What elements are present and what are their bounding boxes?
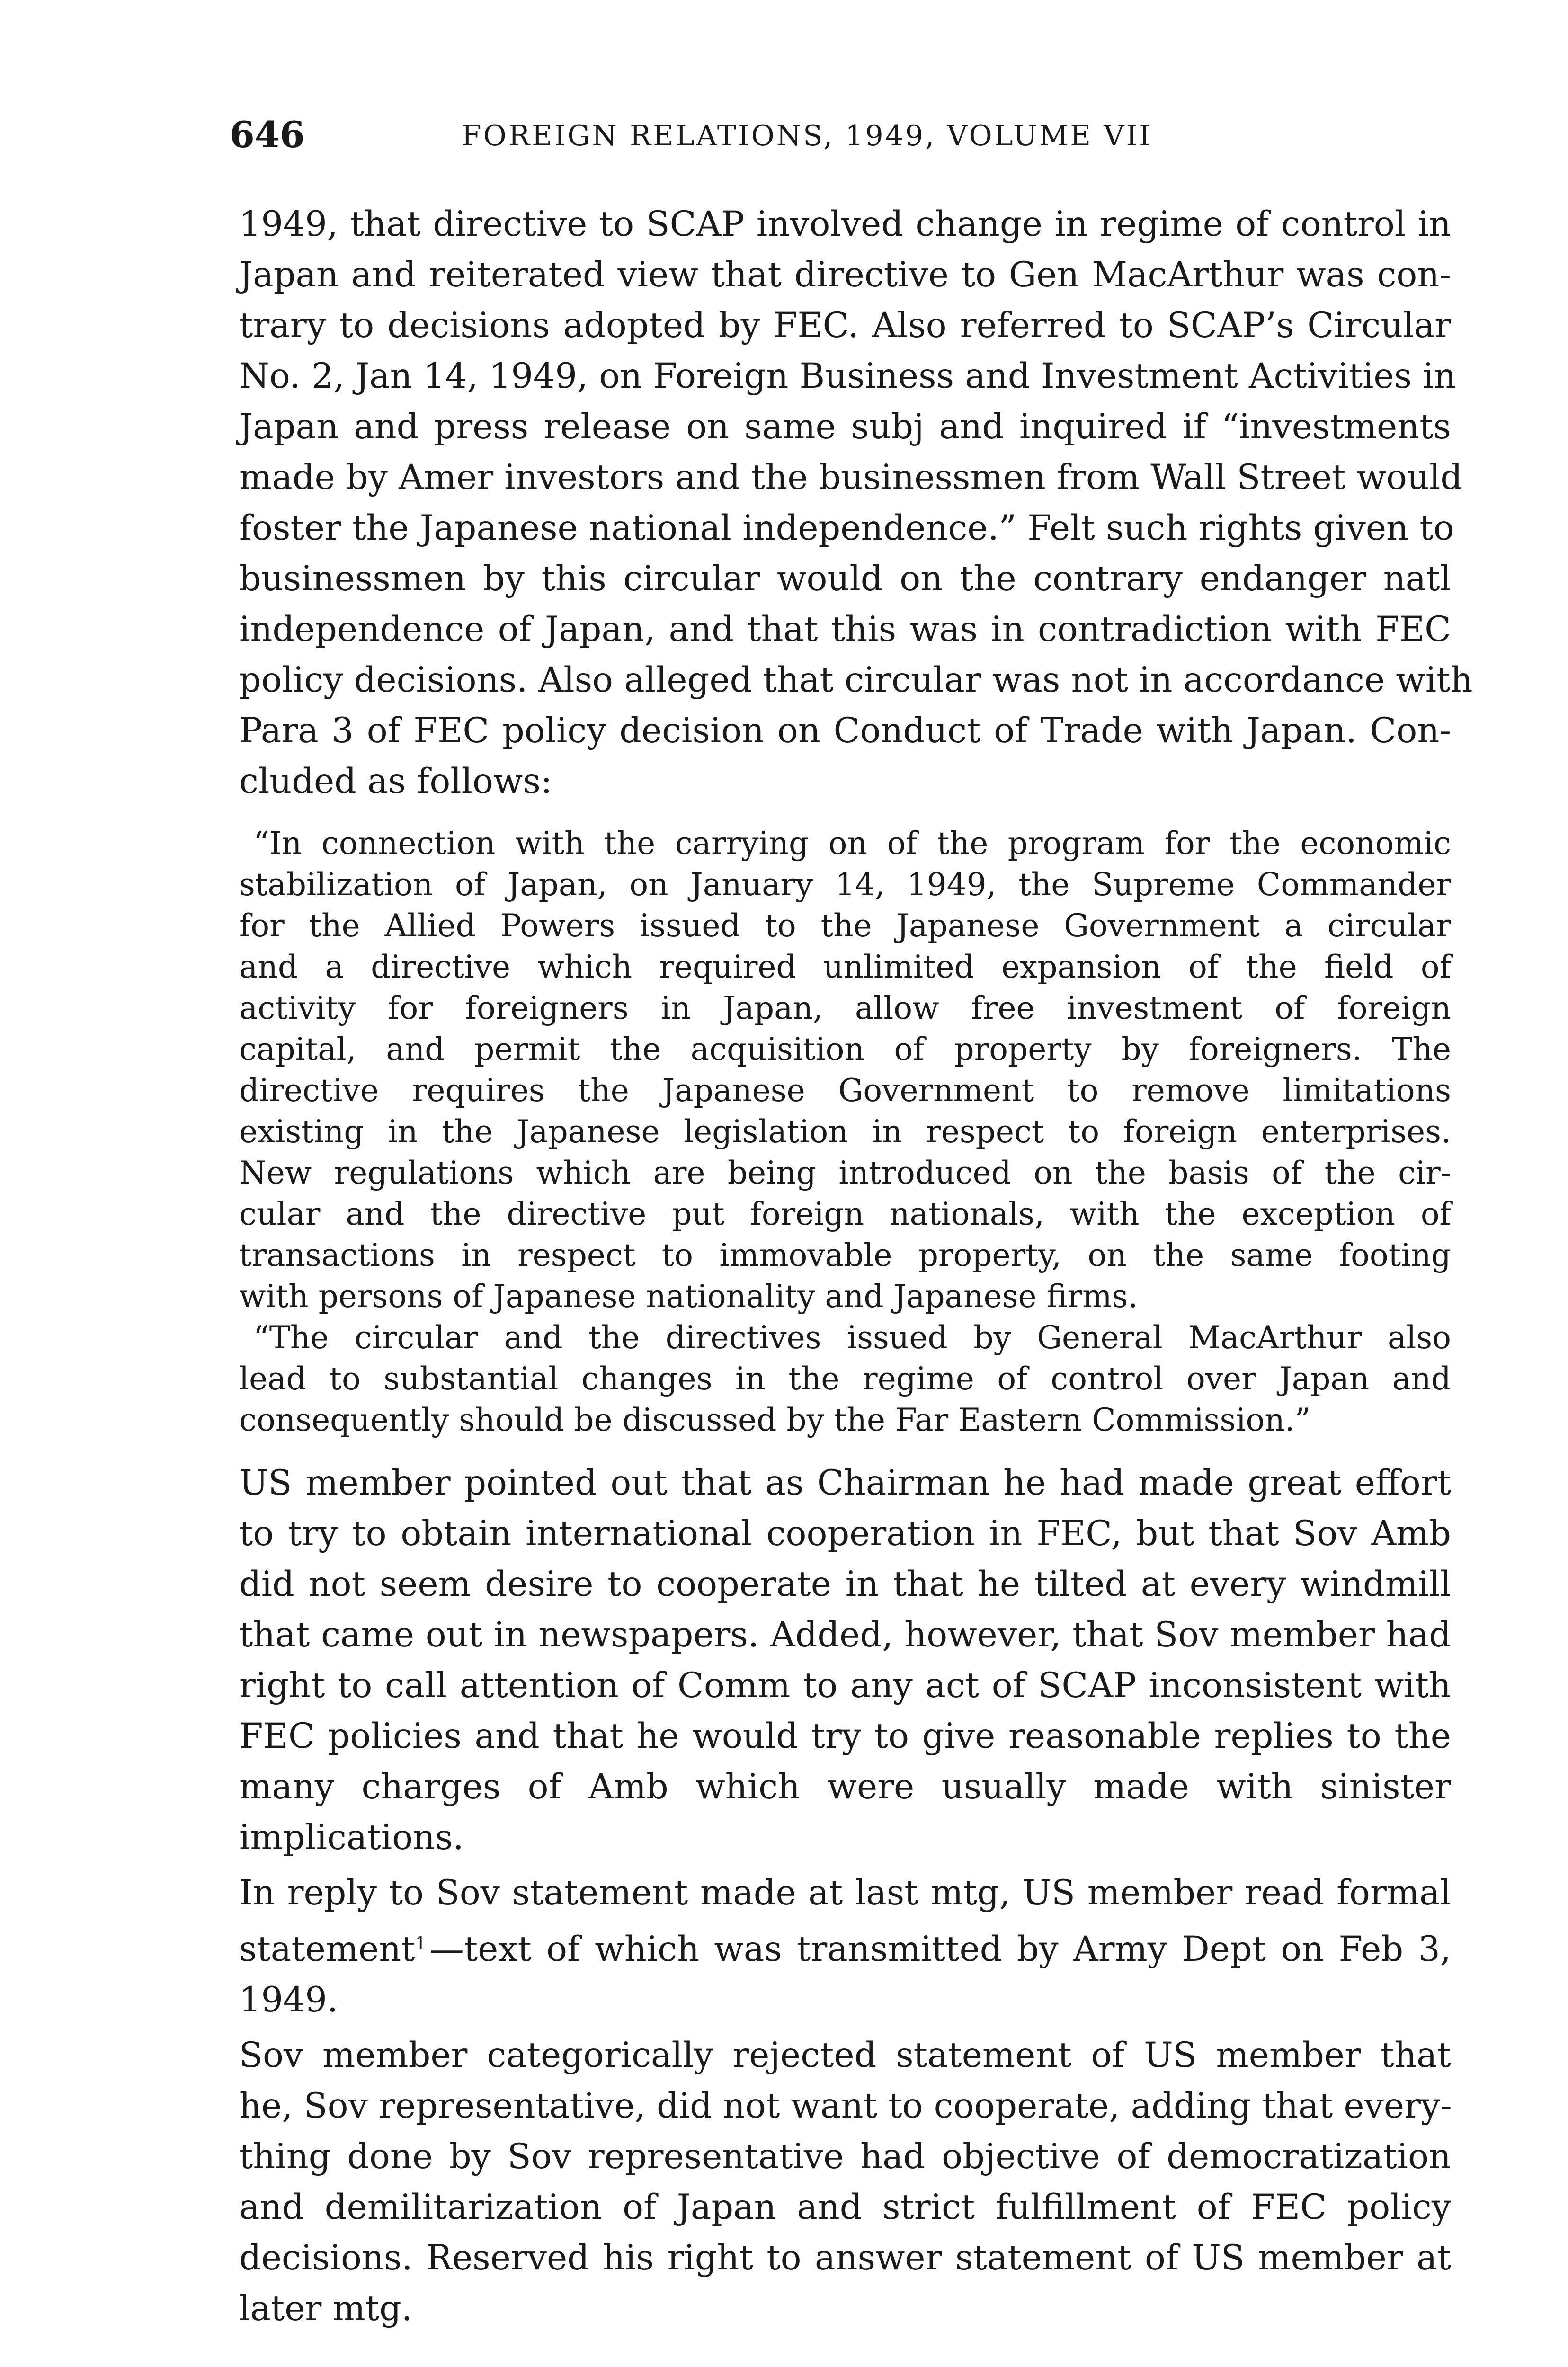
text-line: US member pointed out that as Chairman he had made great effort — [239, 1463, 1451, 1503]
text-line: did not seem desire to cooperate in that he tilted at every windmill — [239, 1564, 1451, 1604]
text-line: policy decisions. Also alleged that circular was not in accordance with — [239, 660, 1473, 700]
text-line: Japan and press release on same subj and inquired if “investments — [239, 407, 1451, 447]
paragraph-3 — [239, 1868, 1451, 2025]
quote-line: capital, and permit the acquisition of property by foreigners. The — [239, 1031, 1451, 1068]
text-fragment: —text of which was transmitted by Army Dept on Feb 3, — [429, 1929, 1451, 1969]
text-line: businessmen by this circular would on the contrary endanger natl — [239, 559, 1451, 599]
quote-line: existing in the Japanese legislation in respect to foreign enterprises. — [239, 1113, 1451, 1150]
text-line: In reply to Sov statement made at last mtg, US member read formal — [239, 1873, 1451, 1913]
quote-line: cular and the directive put foreign nationals, with the exception of — [239, 1196, 1451, 1232]
paragraph-2 — [239, 1458, 1451, 1863]
text-line: thing done by Sov representative had objective of democratization — [239, 2136, 1451, 2177]
paragraph-4 — [239, 2030, 1451, 2334]
quote-line: “The circular and the directives issued by General MacArthur also — [253, 1319, 1451, 1356]
text-line: No. 2, Jan 14, 1949, on Foreign Business and Investment Activities in — [239, 356, 1456, 396]
quote-line: and a directive which required unlimited expansion of the field of — [239, 949, 1451, 985]
quote-line: with persons of Japanese nationality and Japanese firms. — [239, 1278, 1138, 1315]
page-header — [230, 114, 1451, 166]
quote-line: activity for foreigners in Japan, allow free investment of foreign — [239, 990, 1451, 1026]
text-line: he, Sov representative, did not want to cooperate, adding that every- — [239, 2086, 1452, 2126]
quote-line: for the Allied Powers issued to the Japanese Government a circular — [239, 908, 1451, 944]
text-line: foster the Japanese national independence.” Felt such rights given to — [239, 508, 1454, 548]
text-fragment: statement — [239, 1929, 415, 1969]
text-line: right to call attention of Comm to any act of SCAP inconsistent with — [239, 1665, 1451, 1706]
text-line: independence of Japan, and that this was in contradiction with FEC — [239, 609, 1451, 650]
text-line: to try to obtain international cooperation in FEC, but that Sov Amb — [239, 1513, 1451, 1554]
text-line: cluded as follows: — [239, 761, 552, 801]
footnote-reference[interactable]: 1 — [415, 1933, 427, 1954]
quote-line: “In connection with the carrying on of the program for the economic — [253, 825, 1451, 862]
text-line: Para 3 of FEC policy decision on Conduct of Trade with Japan. Con- — [239, 711, 1451, 751]
text-line: FEC policies and that he would try to give reasonable replies to the — [239, 1716, 1451, 1756]
text-line: trary to decisions adopted by FEC. Also referred to SCAP’s Circular — [239, 305, 1451, 346]
page-number: 646 — [230, 114, 305, 156]
text-line: that came out in newspapers. Added, however, that Sov member had — [239, 1615, 1451, 1655]
text-line: decisions. Reserved his right to answer statement of US member at — [239, 2238, 1451, 2278]
text-line — [239, 1918, 1451, 1975]
quote-line: directive requires the Japanese Government to remove limitations — [239, 1072, 1451, 1109]
quote-line: transactions in respect to immovable property, on the same footing — [239, 1237, 1451, 1273]
text-line: 1949, that directive to SCAP involved change in regime of control in — [239, 204, 1451, 244]
block-quote — [239, 823, 1451, 1441]
quote-line: stabilization of Japan, on January 14, 1949, the Supreme Commander — [239, 866, 1451, 903]
quote-line: consequently should be discussed by the Far Eastern Commission.” — [239, 1402, 1311, 1438]
quote-line: New regulations which are being introduced on the basis of the cir- — [239, 1155, 1451, 1191]
text-line: Japan and reiterated view that directive to Gen MacArthur was con- — [239, 255, 1451, 295]
text-line: Sov member categorically rejected statement of US member that — [239, 2035, 1451, 2075]
running-head: FOREIGN RELATIONS, 1949, VOLUME VII — [462, 119, 1152, 152]
text-line: implications. — [239, 1817, 464, 1858]
text-line: many charges of Amb which were usually made with sinister — [239, 1767, 1451, 1807]
text-line: later mtg. — [239, 2288, 412, 2329]
text-line: made by Amer investors and the businessmen from Wall Street would — [239, 457, 1463, 498]
text-line: 1949. — [239, 1980, 338, 2020]
quote-line: lead to substantial changes in the regime of control over Japan and — [239, 1361, 1451, 1397]
page-body — [239, 199, 1473, 2334]
text-line: and demilitarization of Japan and strict fulfillment of FEC policy — [239, 2187, 1451, 2227]
paragraph-1 — [239, 199, 1473, 807]
